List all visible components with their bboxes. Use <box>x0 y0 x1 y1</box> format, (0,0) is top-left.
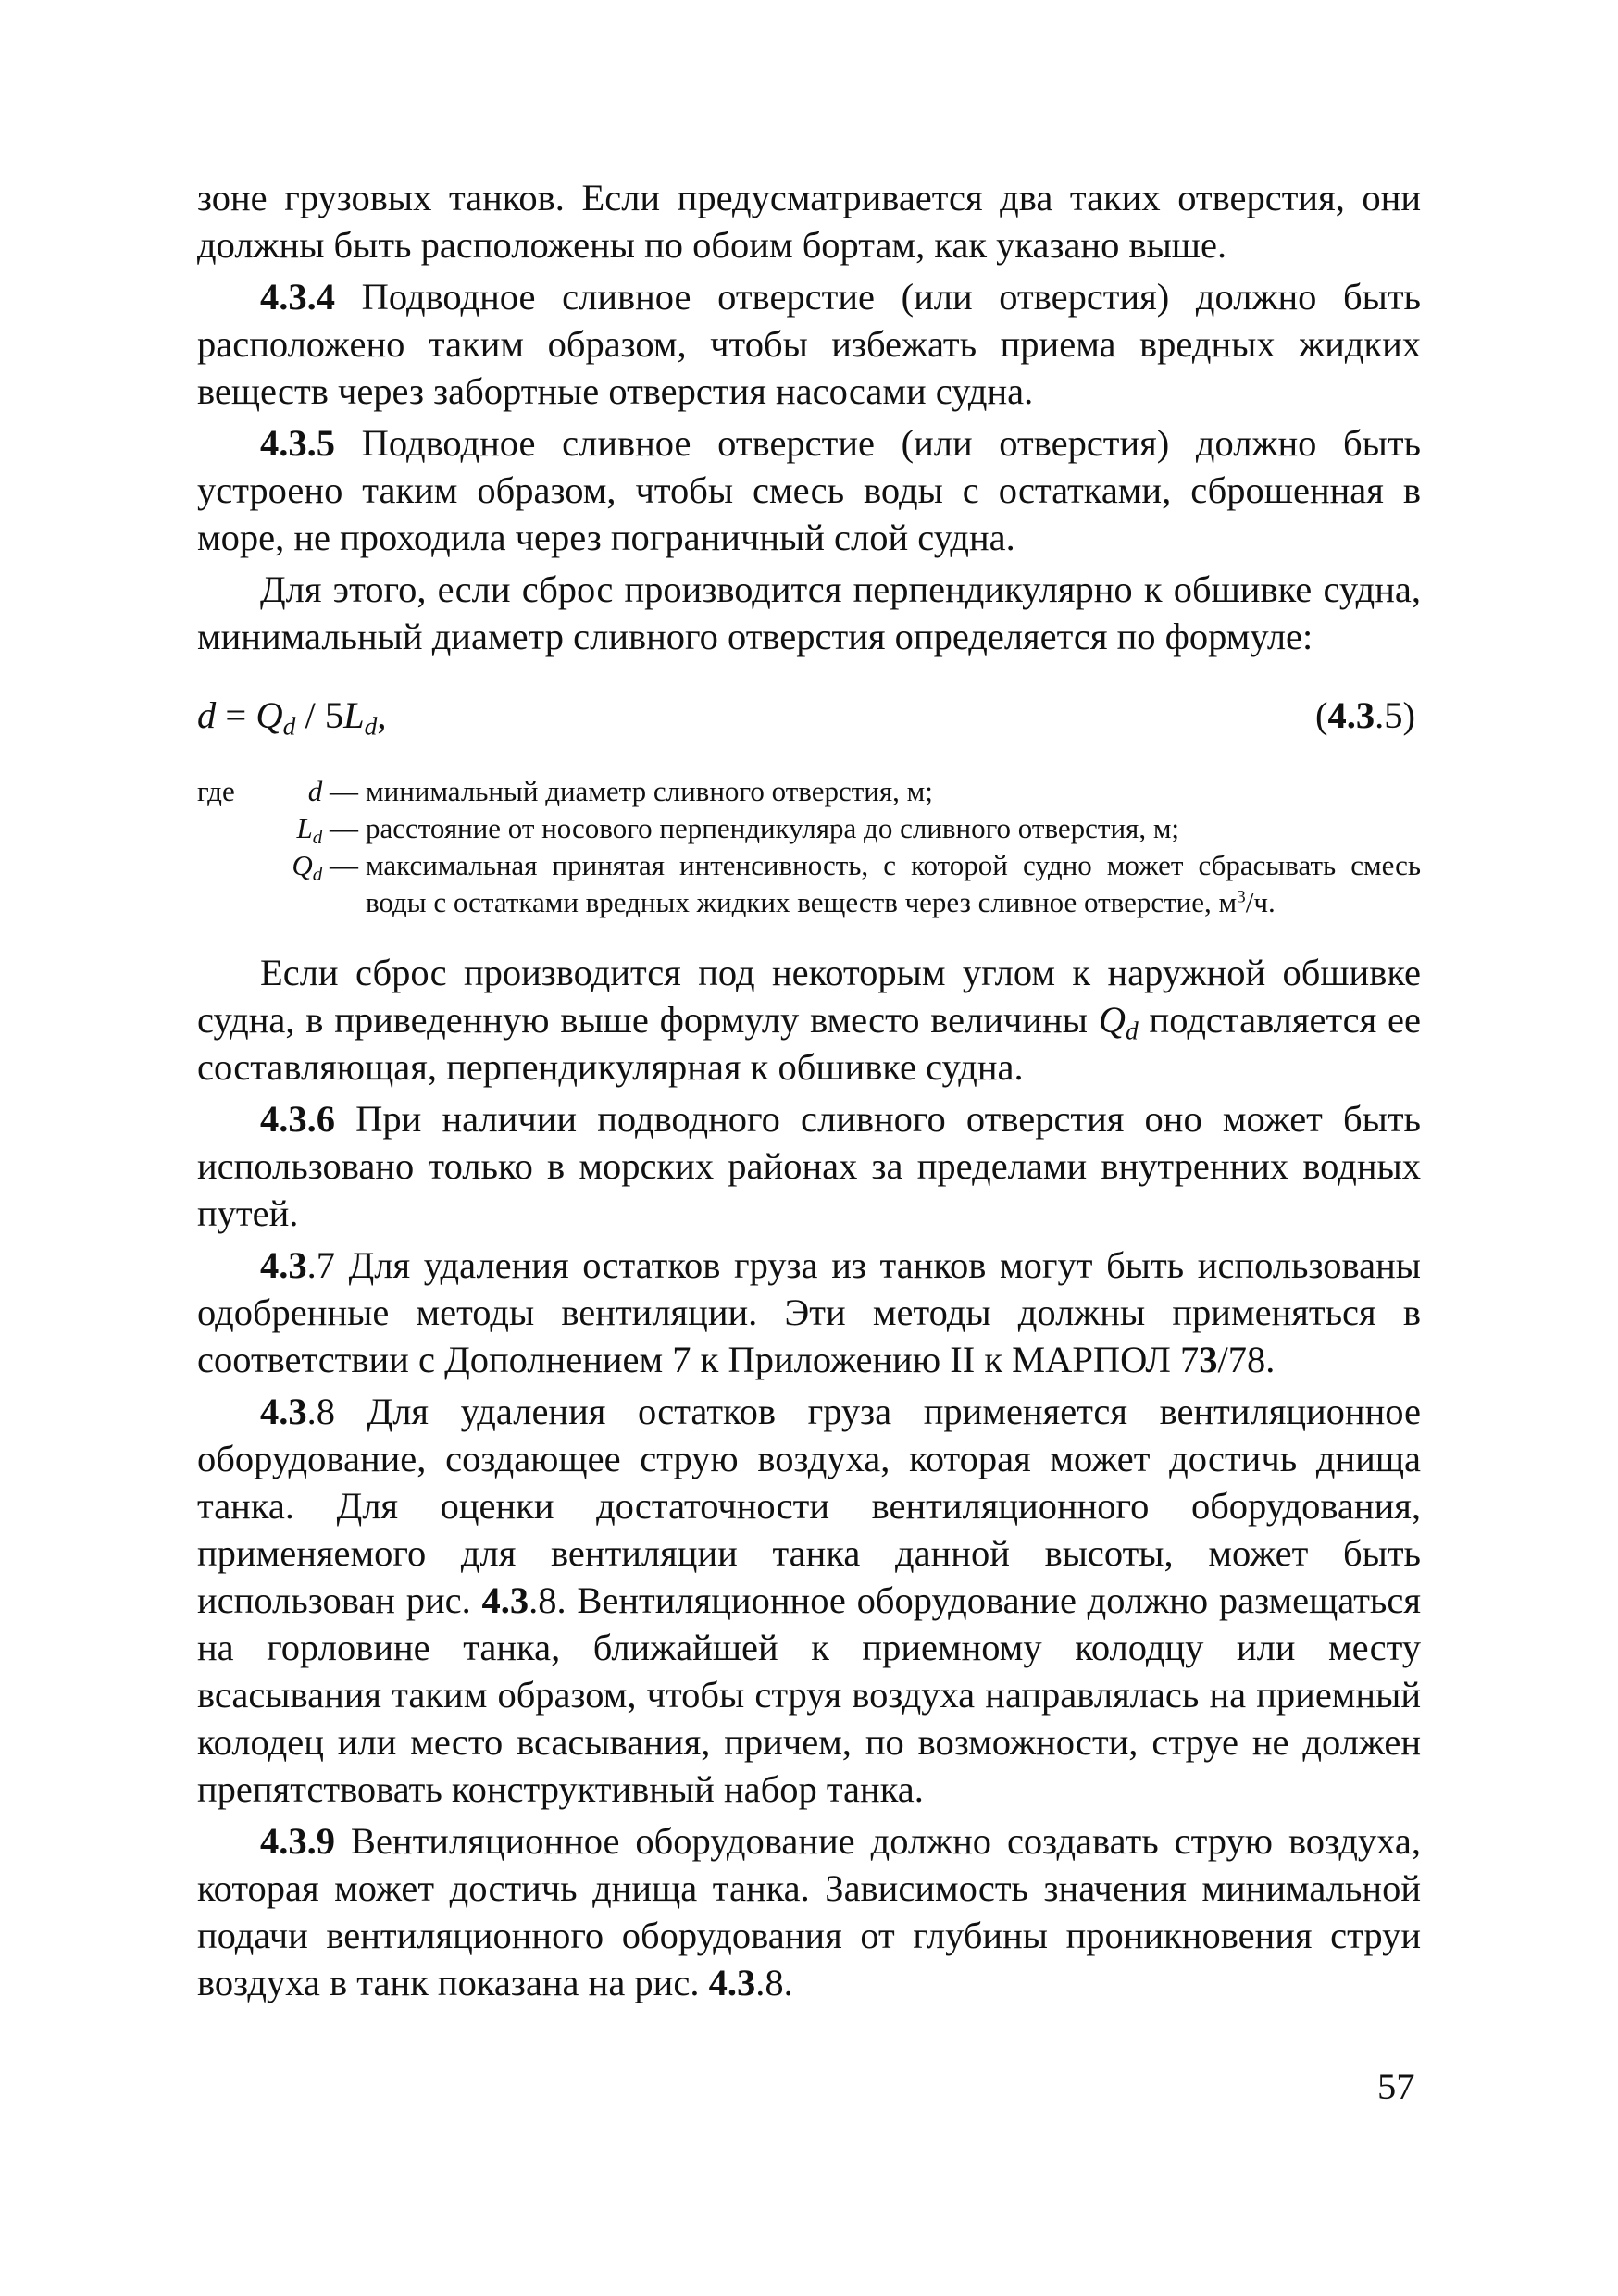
where-symbol: $L_d$ — <box>296 812 358 848</box>
figure-reference: 4.3 <box>708 1962 756 2003</box>
section-4-3-8: 4.3.8 Для удаления остатков груза применяется вентиляционное оборудование, создающее струю воздуха, которая может достичь днища танка. Для оценки достаточности вентиляционного оборудования, применяемого для вентиляции танка данной высоты, может быть использован рис. 4.3.8. Вентиляционное оборудование должно размещаться на горловине танка, ближайшей к приемному колодцу или месту всасывания таким образом, чтобы струя воздуха направлялась на приемный колодец или место всасывания, причем, по возможности, струе не должен препятствовать конструктивный набор танка. <box>197 1391 1422 1810</box>
section-4-3-5 <box>197 419 1421 561</box>
section-4-3-6 <box>197 1095 1421 1237</box>
section-number: 4.3 <box>260 1244 307 1286</box>
section-4-3-9: 4.3.9 Вентиляционное оборудование должно создавать струю воздуха, которая может достичь днища танка. Зависимость значения минимальной подачи вентиляционного оборудования от глубины проникновения струи воздуха в танк показана на рис. 4.3.8. <box>197 1820 1421 2003</box>
page-body <box>197 174 1421 2006</box>
where-symbol: $Q_d$ — <box>292 849 358 885</box>
formula-block <box>197 688 1421 743</box>
page-number: 57 <box>1377 2065 1415 2107</box>
formula-expression: $d = Q_d / 5L_d$, <box>197 694 387 741</box>
formula-number: (4.3.5) <box>1315 694 1415 736</box>
section-text: При наличии подводного сливного отверстия оно может быть использовано только в морских районах за пределами внутренних водных путей. <box>197 1098 1421 1234</box>
section-number: 4.3.9 <box>260 1820 335 1862</box>
section-4-3-7: 4.3.7 Для удаления остатков груза из танков могут быть использованы одобренные методы вентиляции. Эти методы должны применяться в соответствии с Дополнением 7 к Приложению II к МАРПОЛ 73/78. <box>197 1244 1421 1380</box>
section-number: 4.3.6 <box>260 1098 335 1140</box>
where-legend <box>197 773 1421 921</box>
section-text: Для удаления остатков груза применяется вентиляционное оборудование, создающее струю воздуха, которая может достичь днища танка. Для оценки достаточности вентиляционного оборудования, применяемого для вентиляции танка данной высоты, может быть использован рис. <box>197 1391 1421 1621</box>
where-item-l <box>197 810 1421 847</box>
where-description: минимальный диаметр сливного отверстия, м; <box>366 775 933 807</box>
where-description: расстояние от носового перпендикуляра до сливного отверстия, м; <box>366 812 1180 844</box>
section-text: Для удаления остатков груза из танков могут быть использованы одобренные методы вентиляции. Эти методы должны применяться в соответствии с Дополнением 7 к Приложению II к МАРПОЛ 7 <box>197 1244 1421 1380</box>
section-number: 4.3.4 <box>260 276 335 318</box>
where-label: где <box>197 775 235 807</box>
section-4-3-4 <box>197 273 1421 415</box>
section-text: Вентиляционное оборудование должно создавать струю воздуха, которая может достичь днища танка. Зависимость значения минимальной подачи вентиляционного оборудования от глубины проникновения струи воздуха в танк показана на рис. <box>197 1820 1421 2003</box>
where-symbol: d — <box>307 775 358 807</box>
section-number: 4.3 <box>260 1391 307 1432</box>
where-item-q <box>197 847 1421 921</box>
section-text: Подводное сливное отверстие (или отверстия) должно быть устроено таким образом, чтобы смесь воды с остатками, сброшенная в море, не проходила через пограничный слой судна. <box>197 422 1421 558</box>
paragraph-formula-intro: Для этого, если сброс производится перпендикулярно к обшивке судна, минимальный диаметр сливного отверстия определяется по формуле: <box>197 568 1421 657</box>
section-number: 4.3.5 <box>260 422 335 464</box>
figure-reference: 4.3 <box>481 1579 529 1621</box>
where-item-d <box>197 773 1421 810</box>
where-description: максимальная принятая интенсивность, с которой судно может сбрасывать смесь воды с остатками вредных жидких веществ через сливное отверстие, $м^3/ч$. <box>366 849 1421 918</box>
section-text: Подводное сливное отверстие (или отверстия) должно быть расположено таким образом, чтобы избежать приема вредных жидких веществ через забортные отверстия насосами судна. <box>197 276 1421 412</box>
paragraph-continuation: зоне грузовых танков. Если предусматривается два таких отверстия, они должны быть расположены по обоим бортам, как указано выше. <box>197 177 1421 266</box>
paragraph-angle: Если сброс производится под некоторым углом к наружной обшивке судна, в приведенную выше формулу вместо величины $Q_d$ подставляется ее составляющая, перпендикулярная к обшивке судна. <box>197 952 1422 1088</box>
